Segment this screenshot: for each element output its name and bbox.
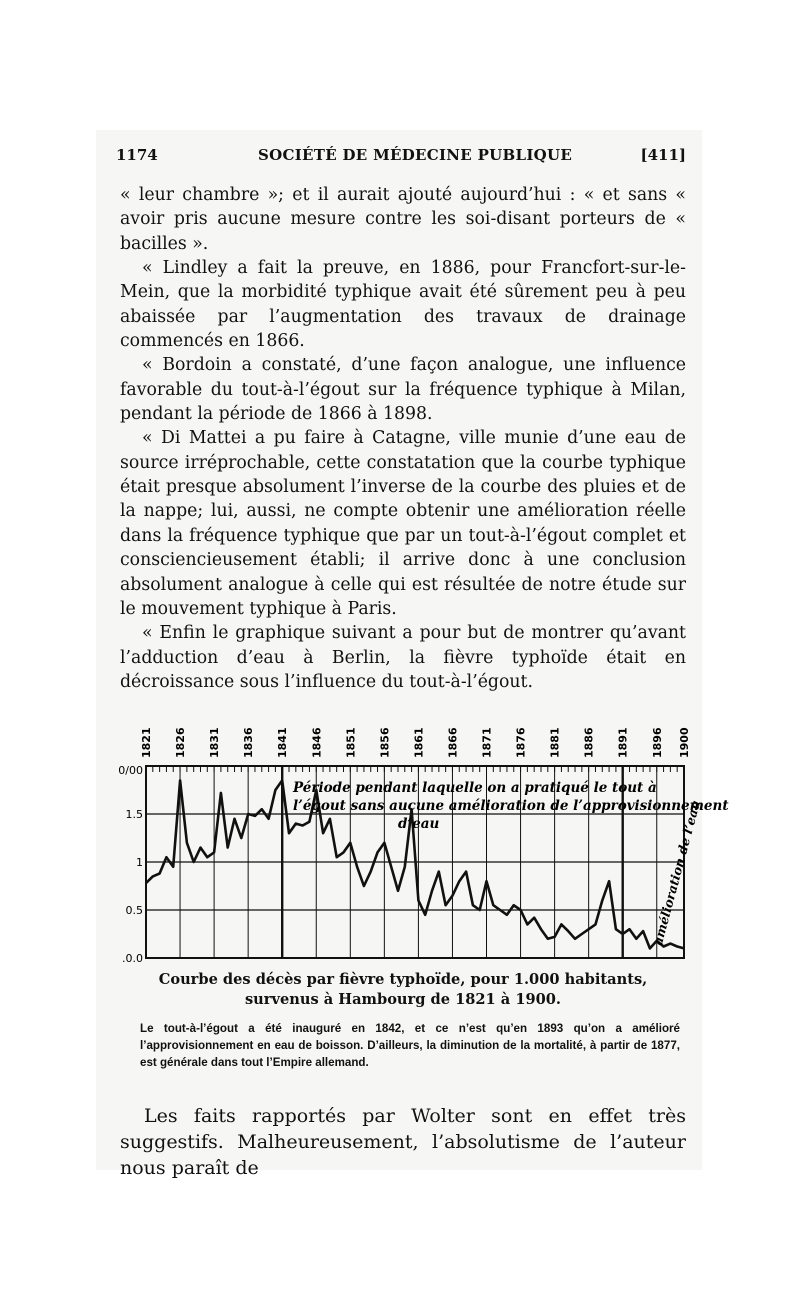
x-tick-label: 1831	[208, 727, 222, 758]
closing-paragraph: Les faits rapportés par Wolter sont en effet très suggestifs. Malheureusement, l’absolutisme de l’auteur nous paraît de	[120, 1105, 686, 1179]
page-number: 1174	[116, 146, 158, 164]
paragraph-2: « Lindley a fait la preuve, en 1886, pour Francfort-sur-le-Mein, que la morbidité typhique avait été sûrement peu à peu abaissée par l’augmentation des travaux de drainage commencés en 1866.	[120, 258, 686, 352]
closing-text	[120, 1103, 686, 1181]
x-tick-label: 1866	[446, 727, 460, 758]
annotation-water: amélioration de l’eau	[649, 798, 704, 947]
y-tick-label: 0/00	[118, 764, 143, 777]
y-tick-label: 1	[136, 856, 143, 869]
caption-line-1: Courbe des décès par fièvre typhoïde, pour 1.000 habitants,	[158, 971, 648, 988]
section-ref: [411]	[640, 146, 686, 164]
paragraph-5: « Enfin le graphique suivant a pour but de montrer qu’avant l’adduction d’eau à Berlin, la fièvre typhoïde était en décroissance sous l’influence du tout-à-l’égout.	[120, 623, 686, 692]
y-tick-label: 0.5	[125, 904, 143, 917]
running-header	[116, 146, 686, 170]
x-tick-label: 1841	[276, 727, 290, 758]
figure-note: Le tout-à-l’égout a été inauguré en 1842, et ce n’est qu’en 1893 qu’on a amélioré l’approvisionnement en eau de boisson. D’ailleurs, la diminution de la mortalité, à partir de 1877, est générale dans tout l’Empire allemand.	[140, 1022, 680, 1069]
y-tick-label: 1.5	[125, 808, 143, 821]
x-tick-label: 1900	[678, 727, 691, 758]
x-tick-label: 1871	[480, 727, 494, 758]
x-tick-label: 1836	[242, 727, 256, 758]
x-tick-label: 1851	[344, 727, 358, 758]
running-title: SOCIÉTÉ DE MÉDECINE PUBLIQUE	[258, 146, 573, 164]
annotation-period: Période pendant laquelle on a pratiqué le tout à l’égout sans aucune amélioration de l’approvisionnement d’eau	[293, 780, 729, 832]
x-tick-label: 1896	[650, 727, 664, 758]
x-tick-label: 1821	[140, 727, 153, 758]
x-tick-label: 1846	[310, 727, 324, 758]
x-tick-label: 1886	[582, 727, 596, 758]
paragraph-1: « leur chambre »; et il aurait ajouté aujourd’hui : « et sans « avoir pris aucune mesure contre les soi-disant porteurs de « bacilles ».	[120, 185, 686, 254]
typhoid-chart	[118, 718, 729, 968]
x-tick-label: 1891	[616, 727, 630, 758]
x-tick-label: 1881	[548, 727, 562, 758]
x-tick-label: 1861	[412, 727, 426, 758]
chart-svg	[118, 718, 729, 968]
paragraph-3: « Bordoin a constaté, d’une façon analogue, une influence favorable du tout-à-l’égout sur la fréquence typhique à Milan, pendant la période de 1866 à 1898.	[120, 355, 686, 425]
paragraph-4: « Di Mattei a pu faire à Catagne, ville munie d’une eau de source irréprochable, cette constatation que la courbe typhique était presque absolument l’inverse de la courbe des pluies et de la nappe; lui, aussi, ne compte obtenir une amélioration réelle dans la fréquence typhique que par un tout-à-l’égout complet et consciencieusement établi; il arrive donc à une conclusion absolument analogue à celle qui est résultée de notre étude sur le mouvement typhique à Paris.	[120, 428, 686, 619]
body-text	[120, 183, 686, 694]
x-tick-label: 1826	[174, 727, 188, 758]
x-tick-label: 1876	[514, 727, 528, 758]
figure-caption	[120, 970, 686, 1010]
caption-line-2: survenus à Hambourg de 1821 à 1900.	[244, 991, 562, 1008]
y-tick-label: .0.0	[122, 952, 143, 965]
x-tick-label: 1856	[378, 727, 392, 758]
